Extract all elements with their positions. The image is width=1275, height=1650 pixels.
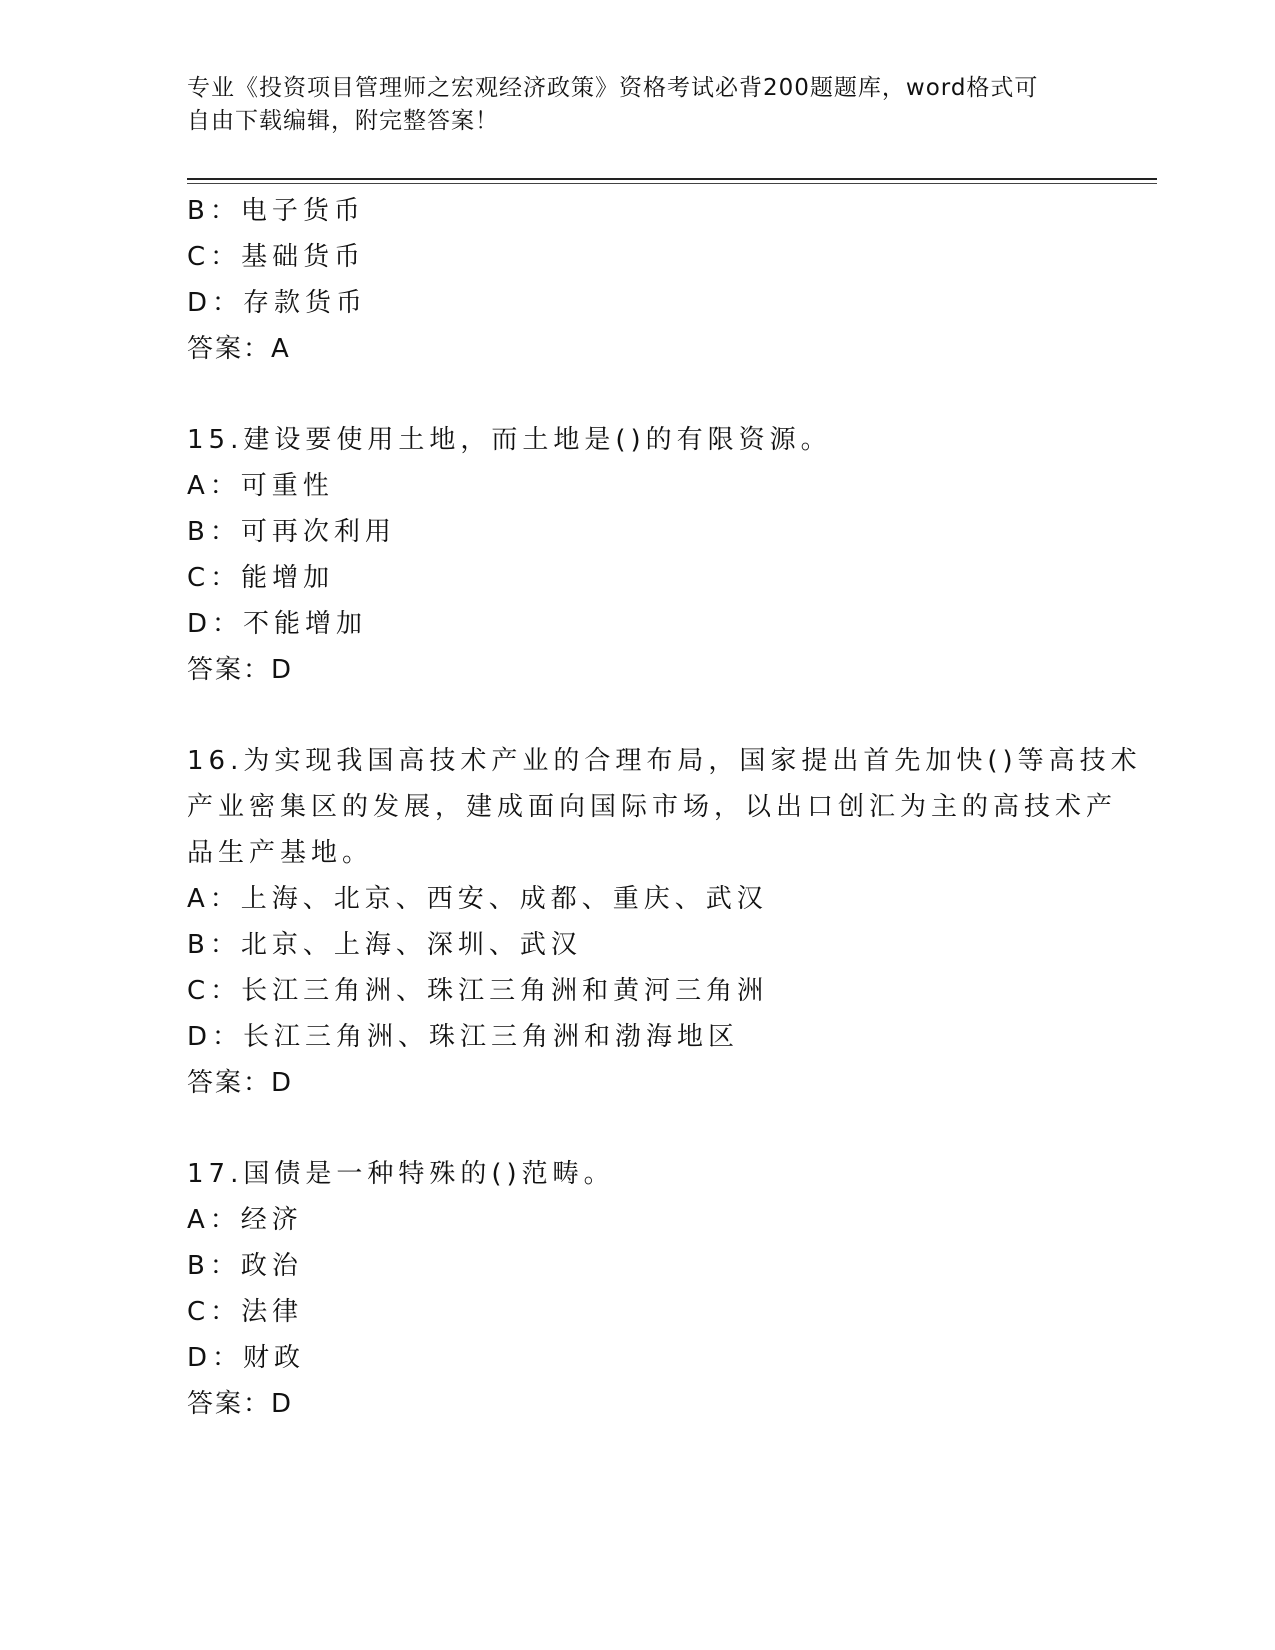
option-a: A：经济	[187, 1205, 303, 1235]
answer-line: 答案：D	[187, 655, 294, 685]
answer-line: 答案：D	[187, 1068, 294, 1098]
option-c: C：法律	[187, 1297, 304, 1327]
option-d: D：财政	[187, 1343, 306, 1373]
option-c: C：能增加	[187, 563, 335, 593]
option-b: B：电子货币	[187, 196, 365, 226]
option-b: B：北京、上海、深圳、武汉	[187, 930, 582, 960]
question-text: 15.建设要使用土地，而土地是()的有限资源。	[187, 425, 832, 455]
question-block-15	[187, 417, 1087, 693]
header-line-2: 自由下载编辑，附完整答案！	[187, 108, 499, 134]
question-text-line-2: 产业密集区的发展，建成面向国际市场，以出口创汇为主的高技术产	[187, 792, 1118, 822]
header-rule-thin	[187, 183, 1157, 184]
option-b: B：可再次利用	[187, 517, 396, 547]
question-text: 17.国债是一种特殊的()范畴。	[187, 1159, 615, 1189]
document-header	[187, 72, 1077, 138]
option-a: A：可重性	[187, 471, 334, 501]
answer-line: 答案：D	[187, 1389, 294, 1419]
header-line-1: 专业《投资项目管理师之宏观经济政策》资格考试必背200题题库，word格式可	[187, 75, 1039, 101]
question-text-line-3: 品生产基地。	[187, 838, 374, 868]
question-text-line-1: 16.为实现我国高技术产业的合理布局，国家提出首先加快()等高技术	[187, 746, 1142, 776]
option-d: D：存款货币	[187, 288, 368, 318]
answer-line: 答案：A	[187, 334, 291, 364]
block-spacer	[187, 1106, 1087, 1151]
option-c: C：长江三角洲、珠江三角洲和黄河三角洲	[187, 976, 769, 1006]
question-block-16	[187, 738, 1142, 1106]
option-d: D：不能增加	[187, 609, 368, 639]
block-spacer	[187, 372, 1087, 417]
block-spacer	[187, 693, 1087, 738]
question-block-17	[187, 1151, 1087, 1427]
question-list	[187, 188, 1142, 1427]
option-c: C：基础货币	[187, 242, 366, 272]
option-b: B：政治	[187, 1251, 303, 1281]
option-a: A：上海、北京、西安、成都、重庆、武汉	[187, 884, 768, 914]
question-block-14	[187, 188, 1087, 372]
header-rule-thick	[187, 178, 1157, 180]
option-d: D：长江三角洲、珠江三角洲和渤海地区	[187, 1022, 740, 1052]
